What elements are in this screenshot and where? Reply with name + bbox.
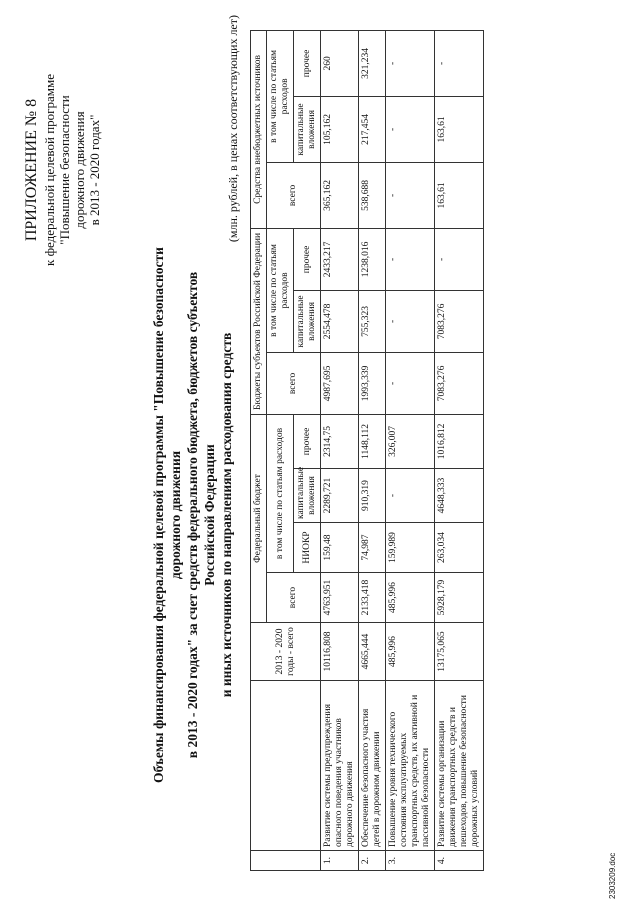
value-cell: 2433,217 (321, 228, 359, 290)
value-cell: 74,987 (359, 523, 386, 573)
value-cell: 365,162 (321, 162, 359, 228)
table-row (359, 30, 386, 870)
row-direction-name: Развитие системы предупреждения опасного поведения участников дорожного движения (321, 681, 359, 851)
value-cell: 2314,75 (321, 414, 359, 468)
value-cell: 755,323 (359, 290, 386, 352)
title-line: в 2013 - 2020 годах" за счет средств федерального бюджета, бюджетов субъектов Российской Федерации (185, 271, 217, 759)
row-index: 3. (386, 851, 435, 871)
value-cell: 5928,179 (435, 573, 484, 623)
document-title (150, 235, 235, 795)
value-cell: 2554,478 (321, 290, 359, 352)
value-cell: 159,989 (386, 523, 435, 573)
appendix-line: дорожного движения (72, 111, 87, 229)
header-all: всего (267, 162, 321, 228)
header-all: всего (267, 573, 321, 623)
header-all: всего (267, 352, 321, 414)
value-cell: 159,48 (321, 523, 359, 573)
title-line: и иных источников по направлениям расходования средств (219, 332, 234, 698)
row-direction-name: Развитие системы организации движения транспортных средств и пешеходов, повышение безопасности дорожных условий (435, 681, 484, 851)
file-name: 2303209.doc (608, 852, 617, 899)
value-cell: 4648,333 (435, 469, 484, 523)
table-row (321, 30, 359, 870)
row-index: 1. (321, 851, 359, 871)
value-cell: 260 (321, 30, 359, 96)
header-other: прочее (294, 414, 321, 468)
header-capital: капитальные вложения (294, 469, 321, 523)
value-cell: - (386, 96, 435, 162)
value-cell: - (386, 228, 435, 290)
value-cell: - (386, 352, 435, 414)
value-cell: 4763,951 (321, 573, 359, 623)
value-cell: 105,162 (321, 96, 359, 162)
value-cell: 263,034 (435, 523, 484, 573)
units-note: (млн. рублей, в ценах соответствующих лет) (226, 15, 240, 243)
appendix-line: к федеральной целевой программе (42, 74, 57, 266)
value-cell: 485,996 (386, 623, 435, 681)
value-cell: 4987,695 (321, 352, 359, 414)
header-extra: Средства внебюджетных источников (251, 30, 267, 228)
value-cell: 2133,418 (359, 573, 386, 623)
value-cell: 1238,016 (359, 228, 386, 290)
value-cell: 217,454 (359, 96, 386, 162)
appendix-line: в 2013 - 2020 годах" (87, 114, 102, 226)
appendix-line: "Повышение безопасности (57, 95, 72, 245)
value-cell: 7083,276 (435, 290, 484, 352)
header-row (251, 30, 267, 870)
financing-table (250, 30, 484, 871)
value-cell: 13175,065 (435, 623, 484, 681)
appendix-number: ПРИЛОЖЕНИЕ № 8 (23, 98, 40, 242)
row-direction-name: Обеспечение безопасного участия детей в дорожном движении (359, 681, 386, 851)
header-other: прочее (294, 228, 321, 290)
value-cell: 910,319 (359, 469, 386, 523)
value-cell: - (386, 162, 435, 228)
value-cell: 326,007 (386, 414, 435, 468)
appendix-header (22, 35, 102, 305)
value-cell: - (386, 30, 435, 96)
value-cell: - (386, 290, 435, 352)
table-row (435, 30, 484, 870)
value-cell: 163,61 (435, 162, 484, 228)
header-incl: в том числе по статьям расходов (267, 414, 294, 572)
value-cell: - (435, 30, 484, 96)
value-cell: 1993,339 (359, 352, 386, 414)
header-other: прочее (294, 30, 321, 96)
value-cell: 10116,808 (321, 623, 359, 681)
value-cell: - (435, 228, 484, 290)
header-niokr: НИОКР (294, 523, 321, 573)
value-cell: 7083,276 (435, 352, 484, 414)
value-cell: 1148,112 (359, 414, 386, 468)
value-cell: 1016,812 (435, 414, 484, 468)
header-empty (251, 681, 321, 851)
value-cell: 538,688 (359, 162, 386, 228)
table-row (386, 30, 435, 870)
value-cell: 2289,721 (321, 469, 359, 523)
row-index: 4. (435, 851, 484, 871)
header-regional: Бюджеты субъектов Российской Федерации (251, 228, 267, 414)
header-incl: в том числе по статьям расходов (267, 30, 294, 162)
header-federal: Федеральный бюджет (251, 414, 267, 622)
value-cell: 485,996 (386, 573, 435, 623)
value-cell: 321,234 (359, 30, 386, 96)
header-total: 2013 - 2020 годы - всего (251, 623, 321, 681)
value-cell: - (386, 469, 435, 523)
value-cell: 163,61 (435, 96, 484, 162)
header-empty (251, 851, 321, 871)
title-line: Объемы финансирования федеральной целевой программы "Повышение безопасности дорожного движения (151, 247, 183, 783)
row-index: 2. (359, 851, 386, 871)
header-capital: капитальные вложения (294, 96, 321, 162)
value-cell: 4665,444 (359, 623, 386, 681)
row-direction-name: Повышение уровня технического состояния эксплуатируемых транспортных средств, их активной и пассивной безопасности (386, 681, 435, 851)
header-capital: капитальные вложения (294, 290, 321, 352)
header-incl: в том числе по статьям расходов (267, 228, 294, 352)
